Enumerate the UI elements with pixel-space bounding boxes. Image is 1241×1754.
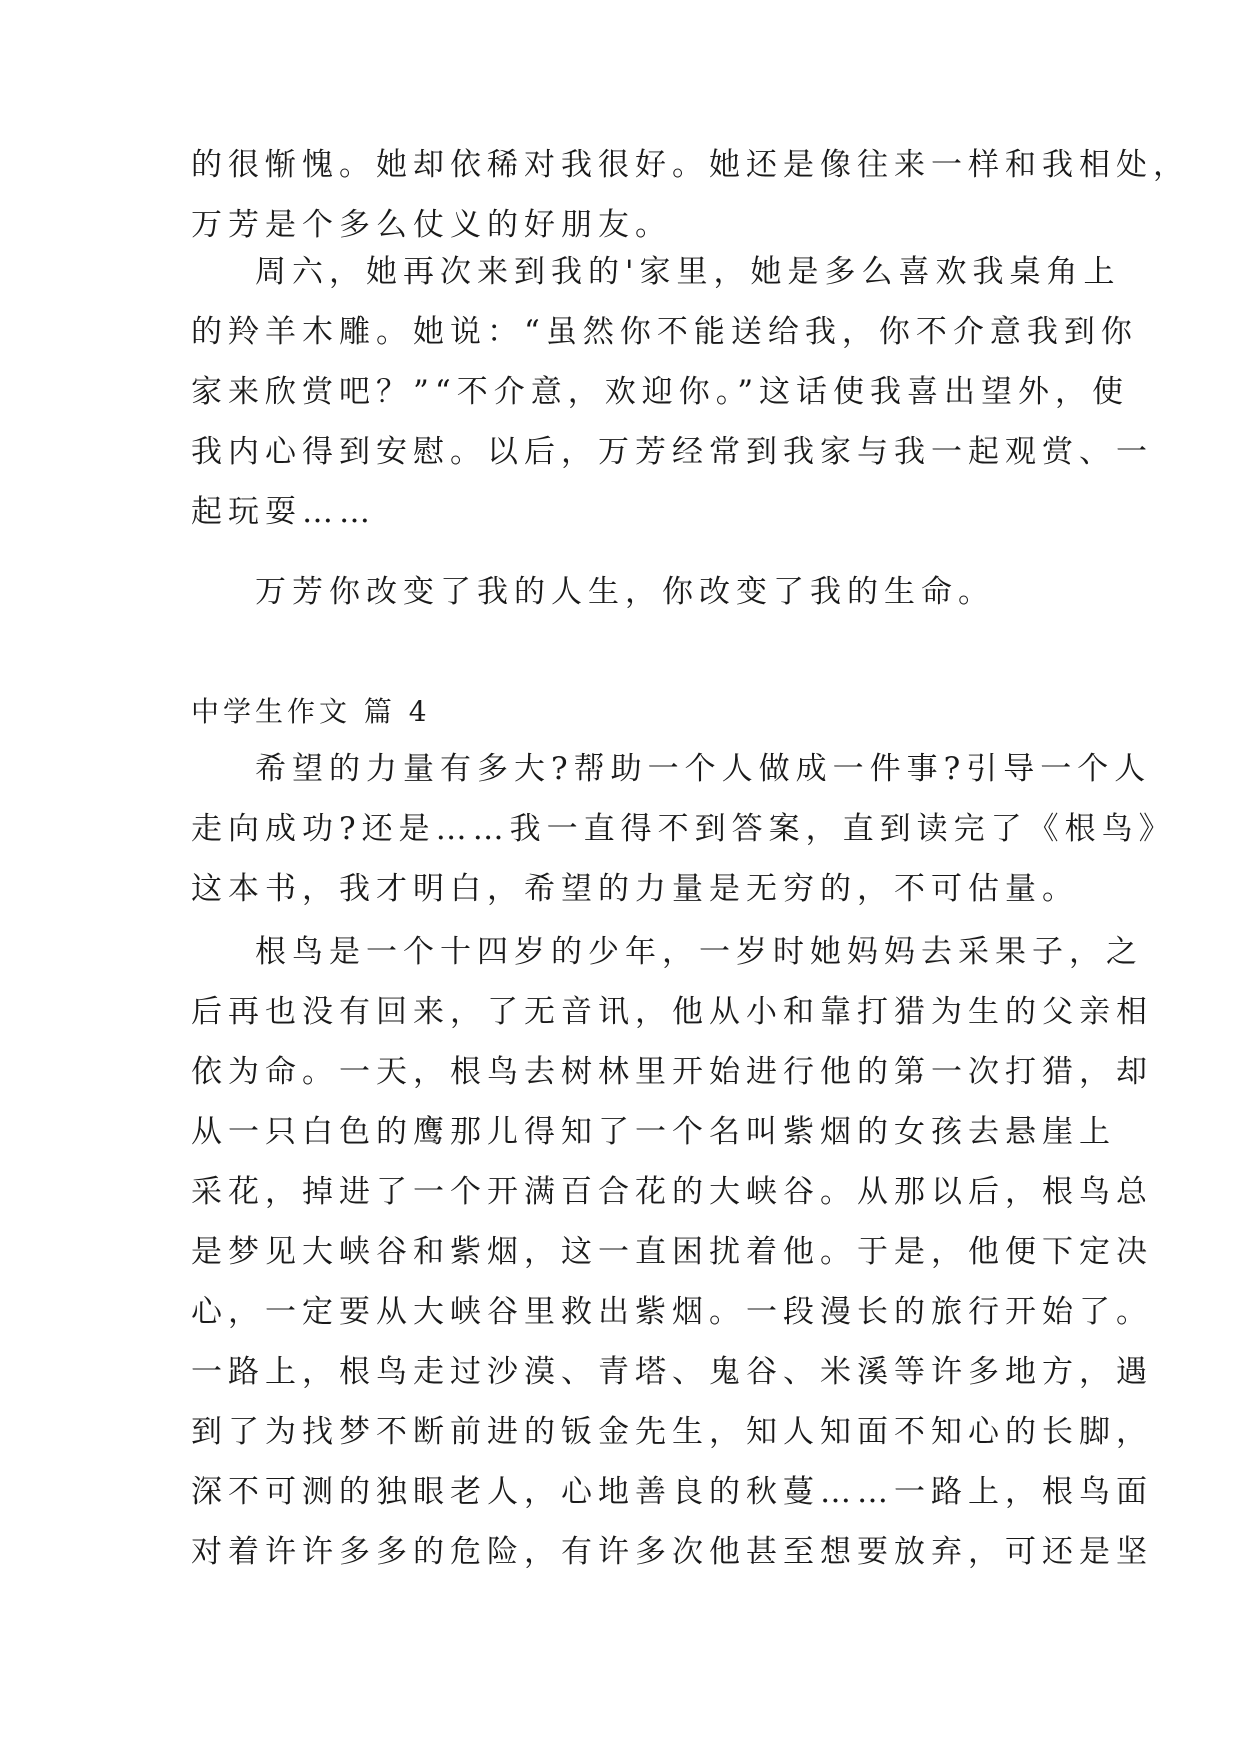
paragraph-2	[191, 242, 1153, 542]
text-line: 家来欣赏吧？”“不介意，欢迎你。”这话使我喜出望外，使	[191, 374, 1130, 410]
text-line: 万芳你改变了我的人生，你改变了我的生命。	[255, 574, 995, 610]
paragraph-1	[191, 135, 1190, 255]
paragraph-3	[191, 562, 1071, 622]
text-line: 走向成功?还是……我一直得不到答案，直到读完了《根鸟》	[191, 811, 1176, 847]
text-line: 的很惭愧。她却依稀对我很好。她还是像往来一样和我相处，	[191, 147, 1190, 183]
text-line: 的羚羊木雕。她说：“虽然你不能送给我，你不介意我到你	[191, 314, 1138, 350]
text-line: 万芳是个多么仗义的好朋友。	[191, 207, 672, 243]
text-line: 根鸟是一个十四岁的少年，一岁时她妈妈去采果子，之	[255, 934, 1143, 970]
text-line: 我内心得到安慰。以后，万芳经常到我家与我一起观赏、一	[191, 434, 1153, 470]
text-line: 这本书，我才明白，希望的力量是无穷的，不可估量。	[191, 871, 1079, 907]
text-line: 依为命。一天，根鸟去树林里开始进行他的第一次打猎，却	[191, 1054, 1153, 1090]
text-line: 一路上，根鸟走过沙漠、青塔、鬼谷、米溪等许多地方，遇	[191, 1354, 1153, 1390]
text-line: 深不可测的独眼老人，心地善良的秋蔓……一路上，根鸟面	[191, 1474, 1153, 1510]
text-line: 是梦见大峡谷和紫烟，这一直困扰着他。于是，他便下定决	[191, 1234, 1153, 1270]
section-heading: 中学生作文 篇 4	[191, 695, 431, 728]
text-line: 从一只白色的鹰那儿得知了一个名叫紫烟的女孩去悬崖上	[191, 1114, 1116, 1150]
text-line: 起玩耍……	[191, 494, 376, 530]
paragraph-4	[191, 739, 1176, 919]
text-line: 到了为找梦不断前进的钣金先生，知人知面不知心的长脚，	[191, 1414, 1153, 1450]
text-line: 希望的力量有多大?帮助一个人做成一件事?引导一个人	[255, 751, 1152, 787]
paragraph-5	[191, 922, 1153, 1582]
text-line: 心，一定要从大峡谷里救出紫烟。一段漫长的旅行开始了。	[191, 1294, 1153, 1330]
text-line: 后再也没有回来，了无音讯，他从小和靠打猎为生的父亲相	[191, 994, 1153, 1030]
text-line: 采花，掉进了一个开满百合花的大峡谷。从那以后，根鸟总	[191, 1174, 1153, 1210]
text-line: 周六，她再次来到我的'家里，她是多么喜欢我桌角上	[255, 254, 1121, 290]
text-line: 对着许许多多的危险，有许多次他甚至想要放弃，可还是坚	[191, 1534, 1153, 1570]
